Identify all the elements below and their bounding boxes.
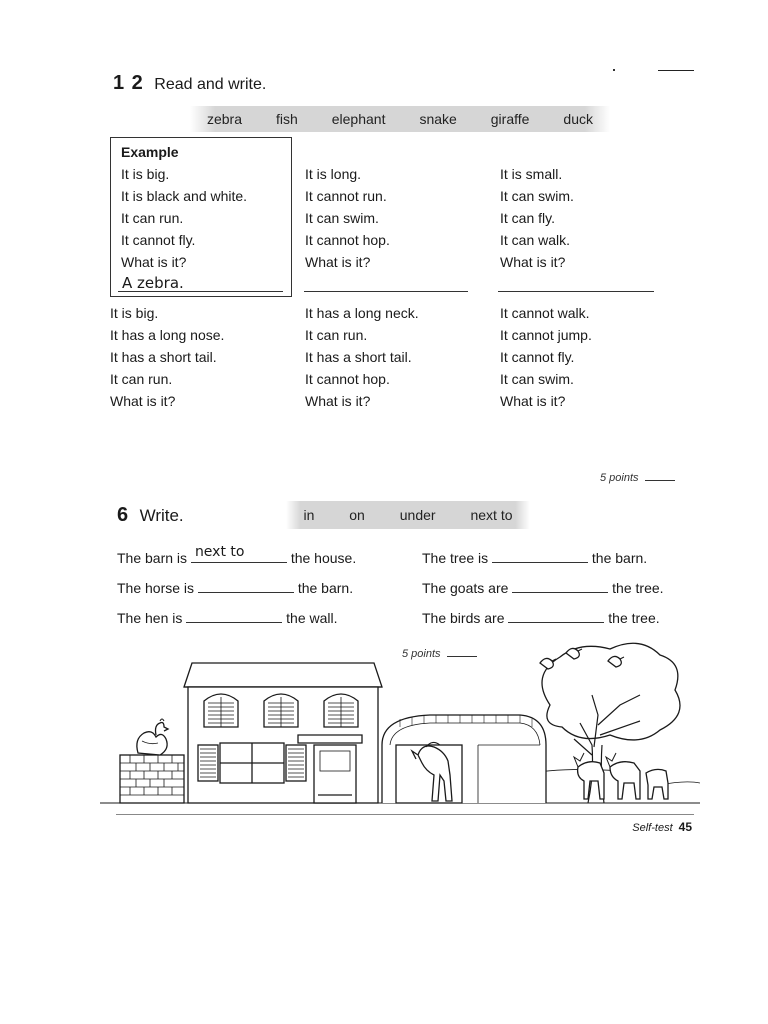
answer-blank[interactable]	[191, 544, 287, 563]
answer-line[interactable]	[498, 291, 654, 292]
clue-block	[110, 302, 224, 412]
answer-blank[interactable]	[512, 578, 608, 593]
word-bank-item: fish	[275, 111, 298, 127]
exercise-12-heading	[113, 72, 266, 95]
clue-line: What is it?	[500, 254, 566, 270]
word-bank-item: snake	[419, 111, 457, 127]
written-answer: next to	[194, 544, 245, 560]
points-label: 5 points	[402, 648, 441, 660]
footer-divider	[116, 814, 694, 815]
exercise-title: Read and write.	[154, 76, 267, 93]
clue-line: It can run.	[121, 210, 184, 226]
score-line[interactable]	[645, 480, 675, 481]
sentence-end: the barn.	[591, 550, 648, 566]
sentence	[422, 578, 664, 598]
exercise-6-heading	[117, 504, 184, 527]
word-bank-item: duck	[563, 111, 593, 127]
clue-line: It can swim.	[305, 210, 379, 226]
points-score	[600, 472, 675, 484]
clue-line: It has a long nose.	[110, 327, 225, 343]
sentence	[422, 548, 647, 568]
word-bank-item: next to	[470, 507, 513, 523]
clue-line: It is big.	[121, 166, 170, 182]
clue-block	[305, 302, 419, 412]
sentence-end: the house.	[290, 550, 357, 566]
clue-line: It cannot walk.	[500, 305, 590, 321]
clue-line: It cannot run.	[305, 188, 387, 204]
sentence	[422, 608, 660, 628]
word-bank-item: giraffe	[490, 111, 530, 127]
clue-line: It has a short tail.	[110, 349, 217, 365]
page-footer	[632, 820, 692, 834]
answer-blank[interactable]	[186, 608, 282, 623]
sentence-start: The barn is	[117, 550, 188, 566]
sentence-end: the barn.	[297, 580, 354, 596]
clue-line: It cannot hop.	[305, 232, 390, 248]
clue-block	[500, 163, 574, 273]
clue-line: It cannot fly.	[500, 349, 575, 365]
clue-line: It is big.	[110, 305, 159, 321]
word-bank-item: zebra	[206, 111, 243, 127]
answer-blank[interactable]	[492, 548, 588, 563]
exercise-number: 6	[117, 504, 130, 526]
exercise-number: 1 2	[113, 72, 144, 94]
sentence-start: The hen is	[117, 610, 183, 626]
exercise-title: Write.	[139, 506, 184, 525]
clue-block	[500, 302, 592, 412]
word-bank-item: elephant	[331, 111, 386, 127]
sentence	[117, 578, 353, 598]
answer-line[interactable]	[304, 291, 468, 292]
clue-line: What is it?	[110, 393, 176, 409]
answer-line	[118, 291, 283, 292]
clue-line: It can swim.	[500, 371, 574, 387]
sentence	[117, 608, 338, 628]
sentence	[117, 544, 357, 568]
sentence-start: The tree is	[422, 550, 489, 566]
word-bank-item: in	[303, 507, 315, 523]
page-mark	[613, 69, 615, 71]
clue-block	[305, 163, 390, 273]
example-clues	[121, 163, 247, 273]
points-label: 5 points	[600, 472, 639, 484]
clue-line: It cannot hop.	[305, 371, 390, 387]
footer-label: Self-test	[632, 822, 673, 834]
sentence-end: the wall.	[286, 610, 338, 626]
score-line	[658, 70, 694, 71]
word-bank-item: under	[399, 507, 436, 523]
example-answer: A zebra.	[122, 274, 184, 292]
clue-line: It can run.	[110, 371, 173, 387]
clue-line: It cannot jump.	[500, 327, 592, 343]
clue-line: What is it?	[500, 393, 566, 409]
answer-blank[interactable]	[508, 608, 604, 623]
answer-blank[interactable]	[198, 578, 294, 593]
clue-line: It is black and white.	[121, 188, 248, 204]
sentence-start: The horse is	[117, 580, 195, 596]
clue-line: It is small.	[500, 166, 563, 182]
sentence-start: The goats are	[422, 580, 509, 596]
sentence-end: the tree.	[608, 610, 660, 626]
farm-illustration	[100, 635, 700, 810]
clue-line: It can walk.	[500, 232, 571, 248]
clue-line: What is it?	[121, 254, 187, 270]
clue-line: It can swim.	[500, 188, 574, 204]
clue-line: It is long.	[305, 166, 362, 182]
page-number: 45	[678, 820, 692, 834]
clue-line: It can run.	[305, 327, 368, 343]
sentence-end: the tree.	[612, 580, 664, 596]
sentence-start: The birds are	[422, 610, 505, 626]
word-bank	[286, 501, 530, 529]
example-heading: Example	[121, 144, 179, 160]
clue-line: It cannot fly.	[121, 232, 196, 248]
word-bank	[190, 106, 610, 132]
clue-line: It can fly.	[500, 210, 555, 226]
clue-line: It has a long neck.	[305, 305, 419, 321]
clue-line: What is it?	[305, 393, 371, 409]
clue-line: What is it?	[305, 254, 371, 270]
clue-line: It has a short tail.	[305, 349, 412, 365]
word-bank-item: on	[349, 507, 365, 523]
